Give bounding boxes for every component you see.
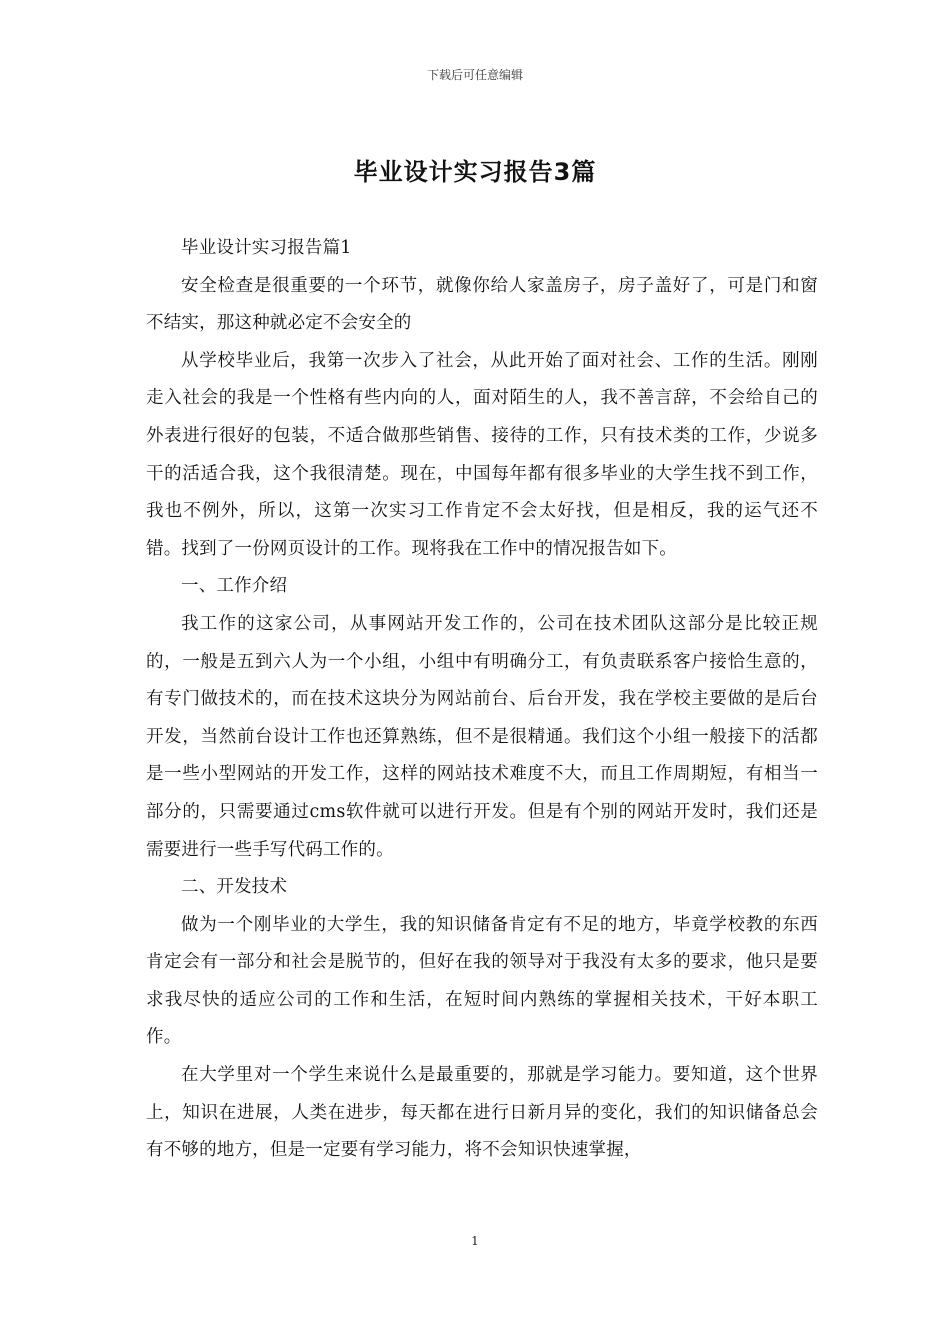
paragraph: 做为一个刚毕业的大学生，我的知识储备肯定有不足的地方，毕竟学校教的东西肯定会有一部分和社会是脱节的，但好在我的领导对于我没有太多的要求，他只是要求我尽快的适应公司的工作和生活，在短时间内熟练的掌握相关技术，干好本职工作。 xyxy=(146,914,818,1048)
section-heading: 二、开发技术 xyxy=(181,877,288,898)
section-heading: 一、工作介绍 xyxy=(181,576,288,597)
header-note: 下载后可任意编辑 xyxy=(426,68,523,82)
paragraph: 从学校毕业后，我第一次步入了社会，从此开始了面对社会、工作的生活。刚刚走入社会的我是一个性格有些内向的人，面对陌生的人，我不善言辞，不会给自己的外表进行很好的包装，不适合做那些销售、接待的工作，只有技术类的工作，少说多干的活适合我，这个我很清楚。现在，中国每年都有很多毕业的大学生找不到工作，我也不例外，所以，这第一次实习工作肯定不会太好找，但是相反，我的运气还不错。找到了一份网页设计的工作。现将我在工作中的情况报告如下。 xyxy=(146,350,818,559)
document-body xyxy=(146,230,818,1170)
paragraph: 我工作的这家公司，从事网站开发工作的，公司在技术团队这部分是比较正规的，一般是五到六人为一个小组，小组中有明确分工，有负责联系客户接恰生意的，有专门做技术的，而在技术这块分为网站前台、后台开发，我在学校主要做的是后台开发，当然前台设计工作也还算熟练，但不是很精通。我们这个小组一般接下的活都是一些小型网站的开发工作，这样的网站技术难度不大，而且工作周期短，有相当一部分的，只需要通过cms软件就可以进行开发。但是有个别的网站开发时，我们还是需要进行一些手写代码工作的。 xyxy=(146,613,818,860)
paragraph: 安全检查是很重要的一个环节，就像你给人家盖房子，房子盖好了，可是门和窗不结实，那这种就必定不会安全的 xyxy=(146,275,818,334)
paragraph: 在大学里对一个学生来说什么是最重要的，那就是学习能力。要知道，这个世界上，知识在进展，人类在进步，每天都在进行日新月异的变化，我们的知识储备总会有不够的地方，但是一定要有学习能力，将不会知识快速掌握， xyxy=(146,1065,818,1161)
page-number: 1 xyxy=(471,1234,479,1248)
document-title: 毕业设计实习报告3篇 xyxy=(353,158,597,186)
section-heading: 毕业设计实习报告篇1 xyxy=(181,238,352,258)
